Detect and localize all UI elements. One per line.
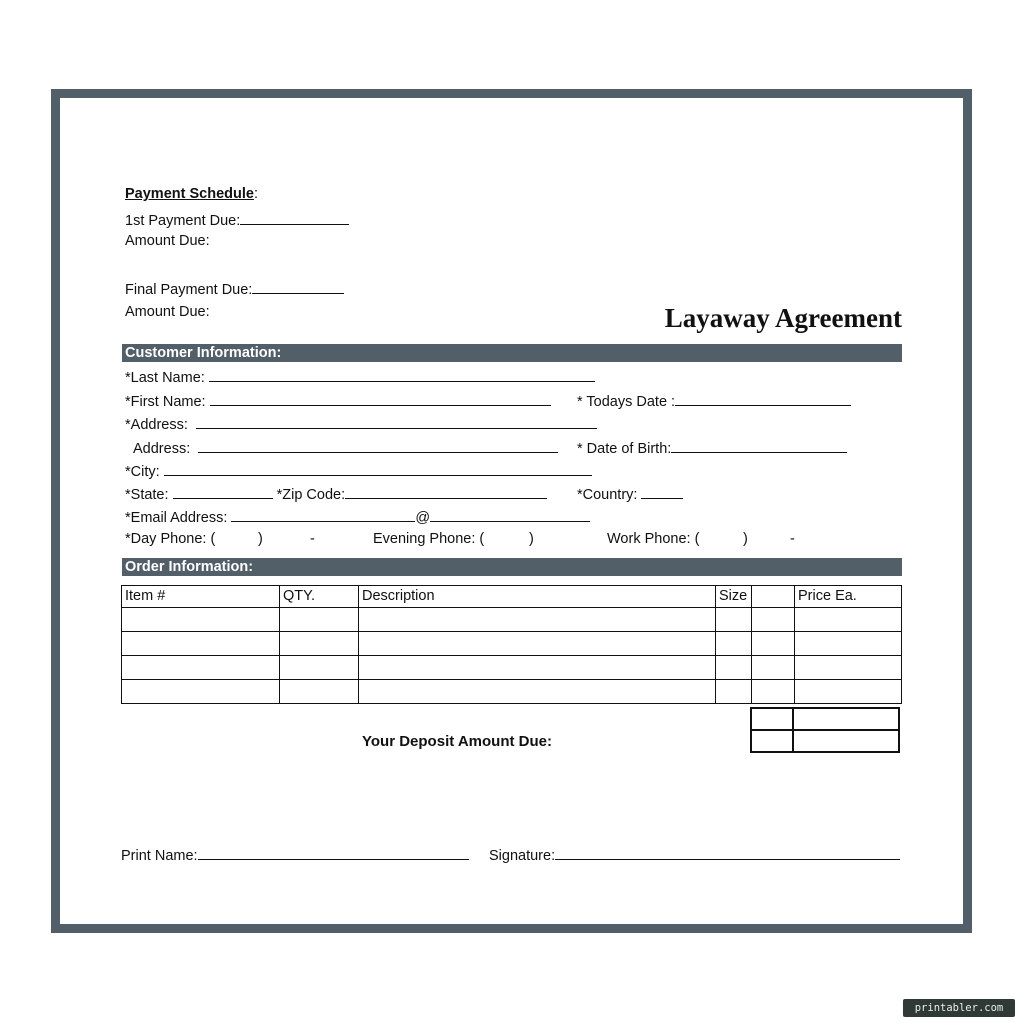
country-field[interactable] — [641, 484, 683, 499]
col-item-number: Item # — [122, 586, 280, 608]
first-name-field[interactable] — [210, 391, 551, 406]
date-of-birth-row — [577, 438, 847, 458]
first-name-row — [125, 391, 551, 411]
col-price-each: Price Ea. — [795, 586, 902, 608]
email-user-field[interactable] — [231, 507, 415, 522]
country-row — [577, 484, 683, 504]
work-phone-close: ) — [743, 531, 748, 547]
address2-field[interactable] — [198, 438, 558, 453]
table-cell[interactable] — [359, 608, 716, 632]
email-label: *Email Address: — [125, 510, 228, 526]
table-cell[interactable] — [795, 632, 902, 656]
final-payment-row — [125, 279, 344, 299]
todays-date-label: * Todays Date : — [577, 394, 676, 410]
email-domain-field[interactable] — [430, 507, 590, 522]
table-cell[interactable] — [280, 608, 359, 632]
table-cell[interactable] — [122, 608, 280, 632]
first-name-label: *First Name: — [125, 394, 206, 410]
table-cell[interactable] — [280, 680, 359, 704]
table-cell[interactable] — [795, 656, 902, 680]
state-field[interactable] — [173, 484, 273, 499]
address1-row — [125, 414, 597, 434]
document-title: Layaway Agreement — [664, 303, 902, 333]
table-cell[interactable] — [280, 656, 359, 680]
table-row — [122, 608, 902, 632]
payment-schedule-title: Payment Schedule — [125, 186, 254, 202]
col-description: Description — [359, 586, 716, 608]
watermark-badge: printabler.com — [903, 999, 1015, 1017]
work-phone-dash: - — [790, 531, 795, 547]
deposit-amount-cell[interactable] — [793, 730, 899, 752]
table-cell[interactable] — [359, 656, 716, 680]
address1-label: *Address: — [125, 417, 188, 433]
last-name-label: *Last Name: — [125, 370, 205, 386]
last-name-field[interactable] — [209, 367, 595, 382]
deposit-cell[interactable] — [751, 708, 793, 730]
deposit-table — [750, 707, 900, 753]
col-blank — [752, 586, 795, 608]
zip-label: *Zip Code: — [276, 487, 346, 503]
first-payment-row — [125, 210, 349, 230]
table-row — [122, 680, 902, 704]
state-row — [125, 484, 547, 504]
col-size: Size — [716, 586, 752, 608]
work-phone-label: Work Phone: ( — [607, 531, 700, 547]
payment-schedule-heading — [125, 185, 258, 203]
final-payment-label: Final Payment Due: — [125, 282, 253, 298]
table-cell[interactable] — [280, 632, 359, 656]
email-at-sign: @ — [415, 510, 431, 526]
customer-info-header: Customer Information: — [122, 344, 902, 362]
signature-row — [489, 845, 900, 865]
final-payment-field[interactable] — [252, 279, 344, 294]
table-cell[interactable] — [359, 632, 716, 656]
deposit-cell[interactable] — [751, 730, 793, 752]
todays-date-field[interactable] — [675, 391, 851, 406]
table-cell[interactable] — [716, 680, 752, 704]
order-table — [121, 585, 902, 704]
print-name-field[interactable] — [198, 845, 469, 860]
table-cell[interactable] — [716, 656, 752, 680]
country-label: *Country: — [577, 487, 638, 503]
zip-field[interactable] — [345, 484, 547, 499]
col-qty: QTY. — [280, 586, 359, 608]
first-payment-label: 1st Payment Due: — [125, 213, 241, 229]
first-amount-label: Amount Due: — [125, 233, 210, 249]
table-cell[interactable] — [716, 608, 752, 632]
deposit-row — [751, 730, 899, 752]
table-cell[interactable] — [359, 680, 716, 704]
city-label: *City: — [125, 464, 160, 480]
order-table-header-row — [122, 586, 902, 608]
table-cell[interactable] — [752, 656, 795, 680]
address1-field[interactable] — [196, 414, 597, 429]
last-name-row — [125, 367, 595, 387]
table-cell[interactable] — [752, 632, 795, 656]
email-row — [125, 507, 590, 527]
print-name-row — [121, 845, 469, 865]
table-cell[interactable] — [122, 680, 280, 704]
address2-label: Address: — [133, 441, 191, 457]
evening-phone-close: ) — [529, 531, 534, 547]
date-of-birth-field[interactable] — [671, 438, 847, 453]
table-row — [122, 632, 902, 656]
city-row — [125, 461, 592, 481]
table-cell[interactable] — [752, 680, 795, 704]
date-of-birth-label: * Date of Birth: — [577, 441, 672, 457]
order-info-header: Order Information: — [122, 558, 902, 576]
table-cell[interactable] — [795, 680, 902, 704]
day-phone-close: ) — [258, 531, 263, 547]
print-name-label: Print Name: — [121, 848, 198, 864]
todays-date-row — [577, 391, 851, 411]
signature-label: Signature: — [489, 848, 556, 864]
table-cell[interactable] — [795, 608, 902, 632]
evening-phone-label: Evening Phone: ( — [373, 531, 485, 547]
signature-field[interactable] — [555, 845, 900, 860]
deposit-amount-cell[interactable] — [793, 708, 899, 730]
city-field[interactable] — [164, 461, 592, 476]
table-cell[interactable] — [122, 632, 280, 656]
table-row — [122, 656, 902, 680]
state-label: *State: — [125, 487, 169, 503]
day-phone-dash: - — [310, 531, 315, 547]
deposit-row — [751, 708, 899, 730]
first-payment-field[interactable] — [240, 210, 349, 225]
final-amount-label: Amount Due: — [125, 304, 210, 320]
payment-schedule-colon: : — [253, 186, 258, 202]
table-cell[interactable] — [716, 632, 752, 656]
deposit-label: Your Deposit Amount Due: — [362, 733, 552, 750]
address2-row — [133, 438, 558, 458]
table-cell[interactable] — [752, 608, 795, 632]
day-phone-label: *Day Phone: ( — [125, 531, 216, 547]
table-cell[interactable] — [122, 656, 280, 680]
